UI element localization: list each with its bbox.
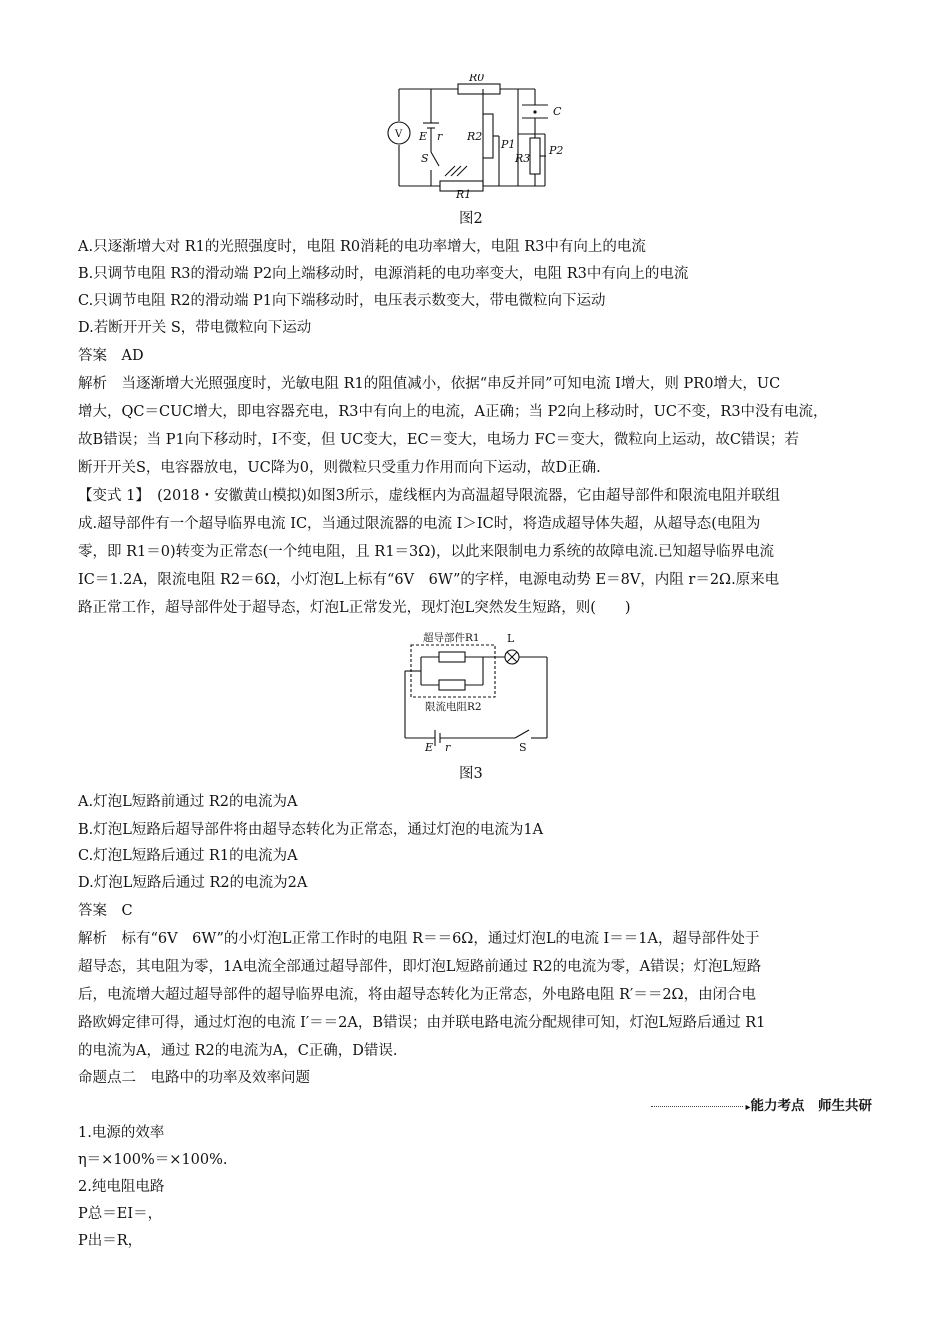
label-e: E — [425, 741, 434, 754]
q2-stem-line: 路正常工作，超导部件处于超导态，灯泡L正常发光，现灯泡L突然发生短路，则( ) — [78, 600, 631, 616]
label-lamp: L — [507, 632, 515, 645]
q1-answer: 答案 AD — [78, 348, 144, 364]
label-p2: P2 — [549, 144, 564, 157]
arrow-icon: ▸ — [745, 1102, 751, 1113]
q2-option-c: C.灯泡L短路后通过 R1的电流为A — [78, 848, 298, 864]
q2-answer: 答案 C — [78, 903, 133, 919]
q1-analysis-line: 故B错误；当 P1向下移动时，I不变，但 UC变大，EC＝变大，电场力 FC＝变大，微粒向上运动，故C错误；若 — [78, 432, 799, 448]
q2-stem-line: 成.超导部件有一个超导临界电流 IC，当通过限流器的电流 I＞IC时，将造成超导体失超，从超导态(电阻为 — [78, 516, 761, 532]
label-r: r — [445, 741, 451, 754]
q1-analysis-line: 解析 当逐渐增大光照强度时，光敏电阻 R1的阻值减小，依据“串反并同”可知电流 I增大，则 PR0增大，UC — [78, 376, 781, 392]
voltmeter-label: V — [395, 129, 403, 140]
label-r0: R0 — [469, 74, 485, 84]
label-r2: R2 — [467, 130, 483, 143]
label-r: r — [437, 130, 443, 143]
note-line: 1.电源的效率 — [78, 1125, 165, 1141]
section-banner — [651, 1094, 872, 1114]
q1-option-d: D.若断开开关 S，带电微粒向下运动 — [78, 320, 312, 336]
figure-3-circuit — [395, 630, 555, 754]
label-r3: R3 — [515, 152, 531, 165]
label-r1: R1 — [456, 188, 472, 199]
note-line: η＝×100%＝×100%. — [78, 1152, 228, 1168]
label-limiter: 限流电阻R2 — [425, 701, 482, 713]
label-switch: S — [519, 741, 527, 754]
label-s: S — [421, 152, 429, 165]
q1-analysis-line: 断开开关S，电容器放电，UC降为0，则微粒只受重力作用而向下运动，故D正确. — [78, 460, 601, 476]
q1-option-a: A.只逐渐增大对 R1的光照强度时，电阻 R0消耗的电功率增大，电阻 R3中有向上的电流 — [78, 239, 646, 255]
note-line: 2.纯电阻电路 — [78, 1179, 165, 1195]
section-title: 命题点二 电路中的功率及效率问题 — [78, 1070, 310, 1086]
q2-analysis-line: 超导态，其电阻为零，1A电流全部通过超导部件，即灯泡L短路前通过 R2的电流为零，A错误；灯泡L短路 — [78, 959, 762, 975]
banner-text: 能力考点 师生共研 — [750, 1098, 872, 1114]
q2-option-a: A.灯泡L短路前通过 R2的电流为A — [78, 794, 298, 810]
label-e: E — [419, 130, 428, 143]
figure-2-caption: 图2 — [459, 211, 483, 227]
q2-analysis-line: 路欧姆定律可得，通过灯泡的电流 I′＝＝2A，B错误；由并联电路电流分配规律可知，灯泡L短路后通过 R1 — [78, 1015, 766, 1031]
q2-analysis-line: 解析 标有“6V 6W”的小灯泡L正常工作时的电阻 R＝＝6Ω，通过灯泡L的电流 I＝＝1A，超导部件处于 — [78, 931, 760, 947]
q2-stem-line: 【变式 1】 (2018・安徽黄山模拟)如图3所示，虚线框内为高温超导限流器，它由超导部件和限流电阻并联组 — [78, 488, 781, 504]
note-line: P总＝EI＝， — [78, 1206, 163, 1222]
note-line: P出＝R， — [78, 1233, 143, 1249]
figure-3-caption: 图3 — [459, 766, 483, 782]
q1-option-c: C.只调节电阻 R2的滑动端 P1向下端移动时，电压表示数变大，带电微粒向下运动 — [78, 293, 606, 309]
label-c: C — [553, 105, 562, 118]
label-p1: P1 — [501, 138, 516, 151]
q1-option-b: B.只调节电阻 R3的滑动端 P2向上端移动时，电源消耗的电功率变大，电阻 R3中有向上的电流 — [78, 266, 689, 282]
figure-2-circuit — [385, 74, 585, 199]
q1-analysis-line: 增大，QC＝CUC增大，即电容器充电，R3中有向上的电流，A正确；当 P2向上移动时，UC不变，R3中没有电流， — [78, 404, 828, 420]
dotted-arrow-line — [651, 1106, 743, 1107]
q2-stem-line: IC＝1.2A，限流电阻 R2＝6Ω，小灯泡L上标有“6V 6W”的字样，电源电动势 E＝8V，内阻 r＝2Ω.原来电 — [78, 572, 780, 588]
q2-option-d: D.灯泡L短路后通过 R2的电流为2A — [78, 875, 308, 891]
label-superconductor: 超导部件R1 — [423, 632, 480, 644]
q2-stem-line: 零，即 R1＝0)转变为正常态(一个纯电阻，且 R1＝3Ω)，以此来限制电力系统的故障电流.已知超导临界电流 — [78, 544, 775, 560]
q2-analysis-line: 的电流为A，通过 R2的电流为A，C正确，D错误. — [78, 1043, 398, 1059]
q2-analysis-line: 后，电流增大超过超导部件的超导临界电流，将由超导态转化为正常态，外电路电阻 R′＝＝2Ω，由闭合电 — [78, 987, 757, 1003]
q2-option-b: B.灯泡L短路后超导部件将由超导态转化为正常态，通过灯泡的电流为1A — [78, 822, 544, 838]
